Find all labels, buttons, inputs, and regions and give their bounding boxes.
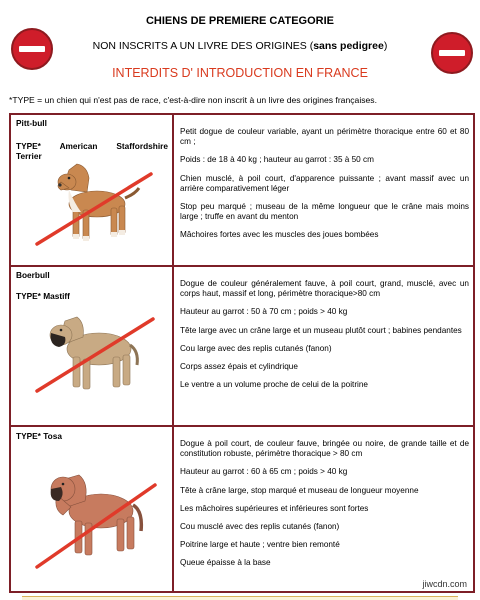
feature-text: Hauteur au garrot : 60 à 65 cm ; poids > 40 kg xyxy=(180,467,348,477)
feature-text: Tête large avec un crâne large et un museau plutôt court ; babines pendantes xyxy=(180,325,462,335)
breed-cell xyxy=(11,427,174,591)
table-row xyxy=(11,425,473,591)
breed-type: TYPE* Tosa xyxy=(16,431,62,441)
page-subtitle: NON INSCRITS A UN LIVRE DES ORIGINES (sans pedigree) xyxy=(92,40,388,52)
feature-text: Hauteur au garrot : 50 à 70 cm ; poids > 40 kg xyxy=(180,307,348,317)
tosa-image xyxy=(31,455,161,573)
mastiff-image xyxy=(31,303,161,397)
feature-text: Mâchoires fortes avec les muscles des joues bombées xyxy=(180,230,379,240)
breed-description xyxy=(176,115,473,265)
breed-type: TYPE* American Staffordshire Terrier xyxy=(16,141,168,161)
breed-cell xyxy=(11,267,174,425)
page-header xyxy=(0,0,480,110)
feature-text: Cou musclé avec des replis cutanés (fanon) xyxy=(180,522,340,532)
feature-text: Petit dogue de couleur variable, ayant un périmètre thoracique entre 60 et 80 cm ; xyxy=(180,127,469,147)
feature-text: Les mâchoires supérieures et inférieures sont fortes xyxy=(180,503,369,513)
table-row xyxy=(11,115,473,265)
feature-text: Queue épaisse à la base xyxy=(180,558,271,568)
ban-heading: INTERDITS D' INTRODUCTION EN FRANCE xyxy=(112,66,368,80)
breed-name: Pitt-bull xyxy=(16,118,47,128)
feature-text: Corps assez épais et cylindrique xyxy=(180,362,298,372)
next-section-edge xyxy=(22,596,458,600)
feature-text: Poitrine large et haute ; ventre bien remonté xyxy=(180,540,340,550)
feature-text: Poids : de 18 à 40 kg ; hauteur au garrot : 35 à 50 cm xyxy=(180,155,374,165)
breed-name: Boerbull xyxy=(16,270,50,280)
feature-text: Tête à crâne large, stop marqué et museau de longueur moyenne xyxy=(180,485,419,495)
breed-cell xyxy=(11,115,174,265)
type-footnote: *TYPE = un chien qui n'est pas de race, c'est-à-dire non inscrit à un livre des origines françaises. xyxy=(9,95,377,105)
feature-text: Le ventre a un volume proche de celui de la poitrine xyxy=(180,380,368,390)
table-row xyxy=(11,265,473,425)
feature-text: Dogue à poil court, de couleur fauve, bringée ou noire, de grande taille et de constitution robuste, périmètre thoracique > 80 cm xyxy=(180,439,469,459)
pitbull-image xyxy=(31,160,161,252)
page-title: CHIENS DE PREMIERE CATEGORIE xyxy=(145,15,335,27)
watermark: jiwcdn.com xyxy=(422,579,467,589)
feature-text: Stop peu marqué ; museau de la même longueur que le crâne mais moins large ; truffe en avant du menton xyxy=(180,202,469,222)
breed-type: TYPE* Mastiff xyxy=(16,291,70,301)
feature-text: Cou large avec des replis cutanés (fanon) xyxy=(180,343,332,353)
breed-description xyxy=(176,427,473,591)
feature-text: Chien musclé, à poil court, d'apparence puissante ; avant massif avec un arrière comparativement léger xyxy=(180,173,469,193)
breed-table xyxy=(9,113,475,593)
feature-text: Dogue de couleur généralement fauve, à poil court, grand, musclé, avec un corps haut, massif et long, périmètre thoracique>80 cm xyxy=(180,279,469,299)
breed-description xyxy=(176,267,473,425)
